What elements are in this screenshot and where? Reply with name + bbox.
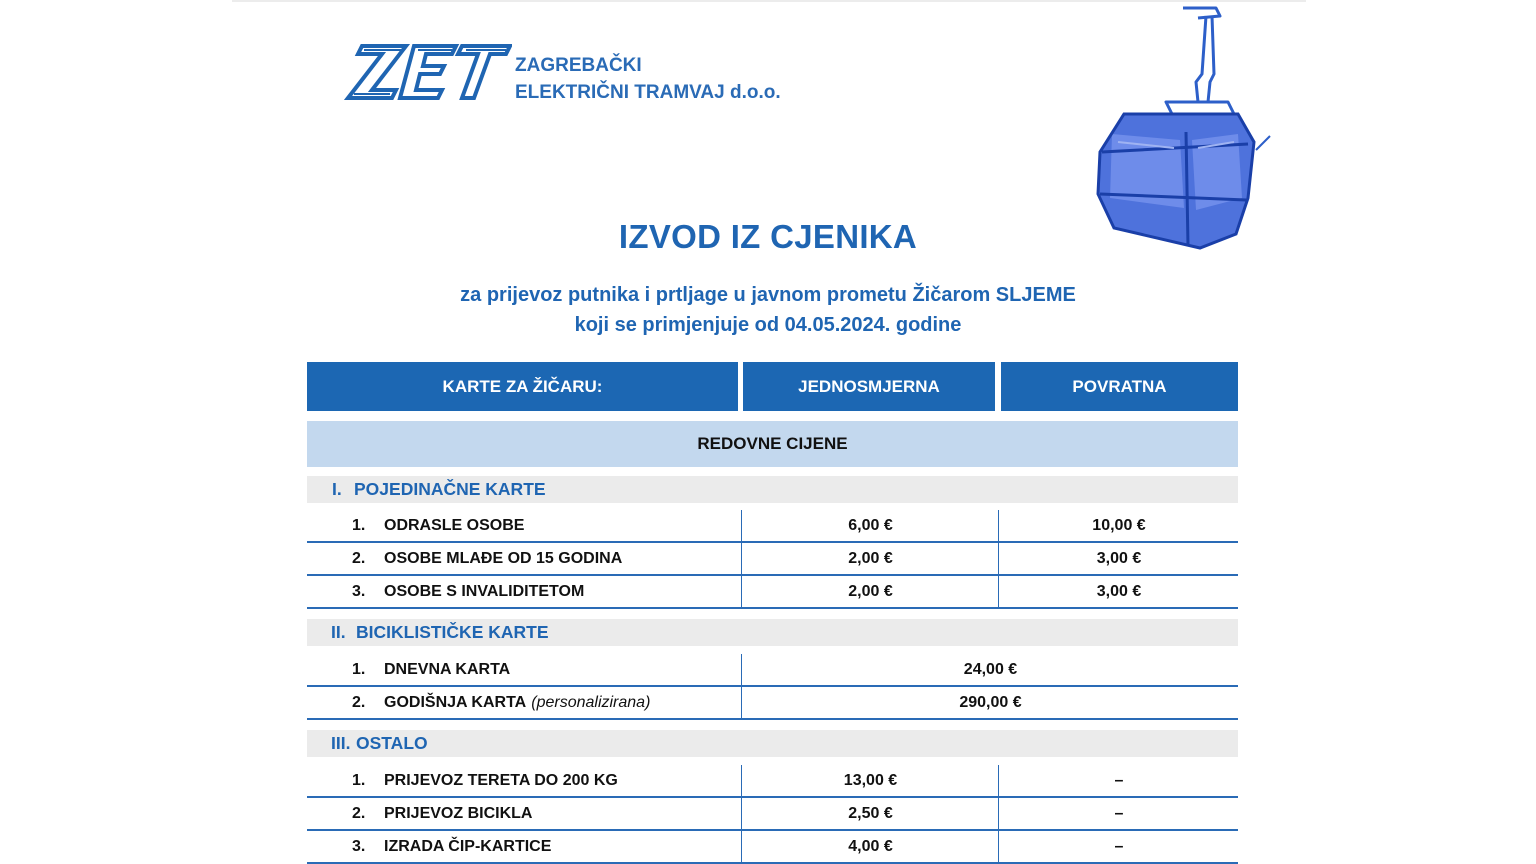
section-number: I. (332, 479, 342, 499)
company-name-line1: ZAGREBAČKI (515, 55, 642, 76)
row-label: 2. PRIJEVOZ BICIKLA (352, 804, 533, 822)
regular-prices-band: REDOVNE CIJENE (307, 421, 1238, 467)
header-one-way: JEDNOSMJERNA (743, 362, 995, 411)
price-return: 10,00 € (998, 510, 1239, 541)
section-individual-tickets (307, 476, 1238, 503)
section-number: II. (331, 622, 346, 642)
price-return: 3,00 € (998, 576, 1239, 607)
price-one-way: 2,00 € (741, 576, 999, 607)
row-label: 3. IZRADA ČIP-KARTICE (352, 837, 552, 855)
section-title: BICIKLISTIČKE KARTE (356, 622, 549, 642)
subtitle-line2: koji se primjenjuje od 04.05.2024. godine (574, 314, 962, 336)
price-one-way: 13,00 € (741, 765, 999, 796)
section-title: POJEDINAČNE KARTE (354, 479, 546, 499)
price-one-way: 2,00 € (741, 543, 999, 574)
price-return: – (998, 765, 1239, 796)
table-row (307, 654, 1238, 687)
section-bicycle-tickets (307, 619, 1238, 646)
table-row (307, 687, 1238, 720)
row-label: 2. GODIŠNJA KARTA (personalizirana) (352, 693, 651, 711)
table-row (307, 576, 1238, 609)
section-title: OSTALO (356, 733, 428, 753)
page-title: IZVOD IZ CJENIKA (618, 218, 918, 255)
price-one-way: 2,50 € (741, 798, 999, 829)
zet-logo (344, 40, 512, 104)
price-return: 3,00 € (998, 543, 1239, 574)
row-label: 2. OSOBE MLAĐE OD 15 GODINA (352, 549, 623, 567)
row-label: 1. DNEVNA KARTA (352, 660, 511, 678)
price-flat: 290,00 € (741, 687, 1239, 718)
row-label: 1. ODRASLE OSOBE (352, 516, 525, 534)
table-row (307, 831, 1238, 864)
section-number: III. (331, 733, 351, 753)
price-one-way: 4,00 € (741, 831, 999, 862)
page-subtitle (0, 280, 1536, 340)
table-row (307, 765, 1238, 798)
header-ticket-type: KARTE ZA ŽIČARU: (307, 362, 738, 411)
row-label: 1. PRIJEVOZ TERETA DO 200 KG (352, 771, 618, 789)
row-note: (personalizirana) (531, 693, 651, 711)
price-return: – (998, 831, 1239, 862)
company-name (515, 52, 781, 106)
price-flat: 24,00 € (741, 654, 1239, 685)
table-row (307, 543, 1238, 576)
price-one-way: 6,00 € (741, 510, 999, 541)
table-row (307, 798, 1238, 831)
section-other (307, 730, 1238, 757)
subtitle-line1: za prijevoz putnika i prtljage u javnom prometu Žičarom SLJEME (460, 284, 1076, 306)
cable-car-gondola-illustration (1088, 2, 1278, 254)
row-label: 3. OSOBE S INVALIDITETOM (352, 582, 585, 600)
company-name-line2: ELEKTRIČNI TRAMVAJ d.o.o. (515, 82, 781, 103)
price-return: – (998, 798, 1239, 829)
table-row (307, 510, 1238, 543)
header-return: POVRATNA (1001, 362, 1238, 411)
